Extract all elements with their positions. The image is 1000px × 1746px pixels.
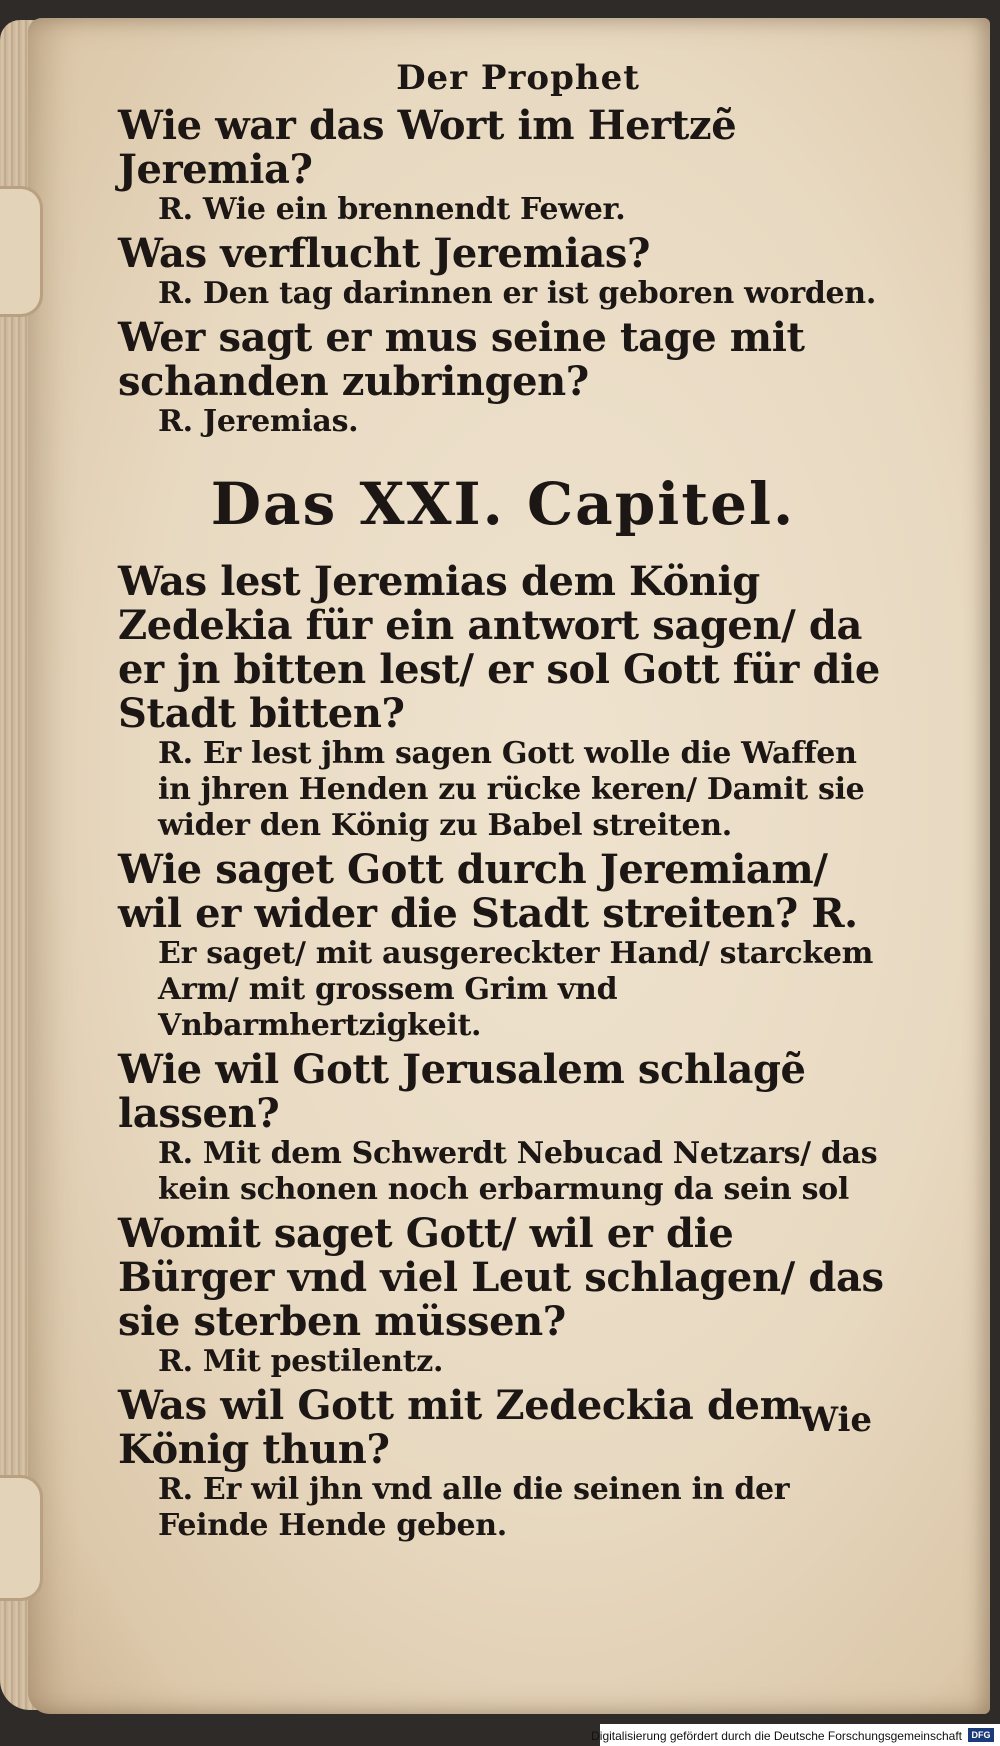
text-block [118,58,888,1548]
answer: R. Wie ein brennendt Fewer. [158,192,626,227]
question: Wie wil Gott Jerusalem schlagẽ lassen? [118,1046,806,1137]
question: Was lest Jeremias dem König Zedekia für ein antwort sagen/ da er jn bitten lest/ er sol Gott für die Stadt bitten? [118,558,880,737]
qa-entry [118,848,888,1044]
chapter-title: Das XXI. Capitel. [210,470,796,538]
answer: R. Er wil jhn vnd alle die seinen in der Feinde Hende geben. [158,1472,790,1543]
answer: R. Mit dem Schwerdt Nebucad Netzars/ das kein schonen noch erbarmung da sein sol [158,1136,878,1207]
footer-credit: Digitalisierung gefördert durch die Deutsche Forschungsgemeinschaft [591,1729,962,1743]
answer: R. Den tag darinnen er ist geboren worden. [158,276,876,311]
qa-entry [118,1384,888,1544]
footer-bar [591,1724,1000,1746]
qa-entry [118,104,888,228]
question: Was verflucht Jeremias? [118,230,650,277]
answer: R. Jeremias. [158,404,359,439]
catchword: Wie [799,1400,872,1440]
answer: R. Mit pestilentz. [158,1344,444,1379]
answer: R. Er lest jhm sagen Gott wolle die Waffen in jhren Henden zu rücke keren/ Damit sie wider den König zu Babel streiten. [158,736,865,843]
page-tab-upper [0,186,43,317]
question: Was wil Gott mit Zedeckia dem König thun? [118,1382,802,1473]
qa-entry [118,1048,888,1208]
running-head: Der Prophet [396,58,640,98]
question: Wie war das Wort im Hertzẽ Jeremia? [118,102,737,193]
qa-entry [118,560,888,844]
dfg-logo-icon: DFG [968,1728,994,1742]
page-tab-lower [0,1475,43,1601]
question: Womit saget Gott/ wil er die Bürger vnd viel Leut schlagen/ das sie sterben müssen? [118,1210,884,1345]
qa-entry [118,316,888,440]
qa-entry [118,232,888,312]
question: Wie saget Gott durch Jeremiam/ wil er wider die Stadt streiten? R. [118,846,858,937]
answer: Er saget/ mit ausgereckter Hand/ starckem Arm/ mit grossem Grim vnd Vnbarmhertzigkeit. [158,936,874,1043]
qa-entry [118,1212,888,1380]
question: Wer sagt er mus seine tage mit schanden zubringen? [118,314,805,405]
